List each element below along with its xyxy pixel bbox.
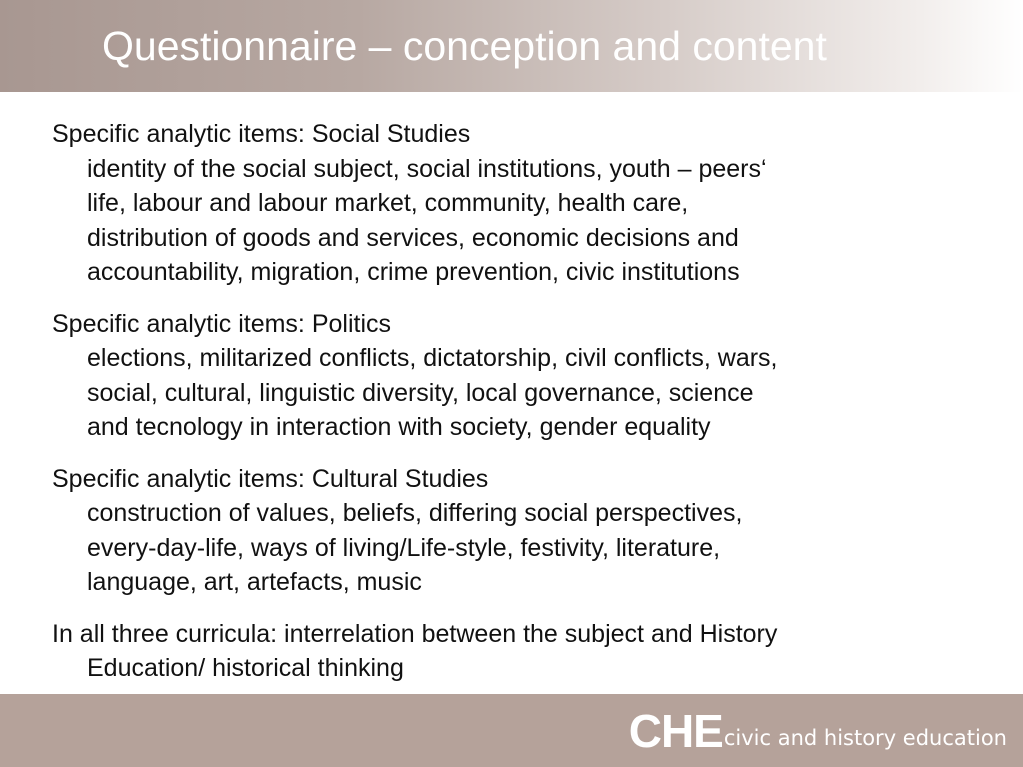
body-line: language, art, artefacts, music — [87, 568, 422, 596]
body-line: accountability, migration, crime prevention, civic institutions — [87, 258, 740, 286]
logo-text: civic and history education — [723, 726, 1007, 750]
block-heading: Specific analytic items: Politics — [52, 309, 392, 338]
body-line: social, cultural, linguistic diversity, local governance, science — [87, 378, 754, 407]
block-heading: In all three curricula: interrelation between the subject and History — [52, 619, 778, 648]
content-block-all-curricula — [52, 617, 972, 686]
content-block-cultural-studies — [52, 462, 972, 600]
body-line: construction of values, beliefs, differing social perspectives, — [87, 499, 743, 527]
block-body — [52, 496, 972, 600]
header-bar — [0, 0, 1023, 92]
block-body — [52, 152, 972, 290]
body-line: Education/ historical thinking — [87, 654, 404, 682]
body-line: elections, militarized conflicts, dictatorship, civil conflicts, wars, — [87, 344, 778, 372]
content-block-politics — [52, 307, 972, 445]
footer-bar — [0, 694, 1023, 767]
body-line: identity of the social subject, social institutions, youth – peers‘ — [87, 154, 767, 183]
body-line: life, labour and labour market, community, health care, — [87, 189, 689, 217]
body-line: and tecnology in interaction with society, gender equality — [87, 413, 711, 441]
che-logo — [628, 705, 1007, 757]
slide-content — [52, 117, 972, 703]
content-block-social-studies — [52, 117, 972, 290]
slide-title: Questionnaire – conception and content — [102, 23, 827, 69]
body-line: distribution of goods and services, economic decisions and — [87, 223, 739, 252]
block-body — [52, 651, 972, 686]
block-heading: Specific analytic items: Social Studies — [52, 120, 471, 148]
block-body — [52, 341, 972, 445]
block-heading: Specific analytic items: Cultural Studies — [52, 464, 489, 493]
logo-mark: CHE — [628, 705, 723, 757]
body-line: every-day-life, ways of living/Life-style, festivity, literature, — [87, 533, 721, 562]
